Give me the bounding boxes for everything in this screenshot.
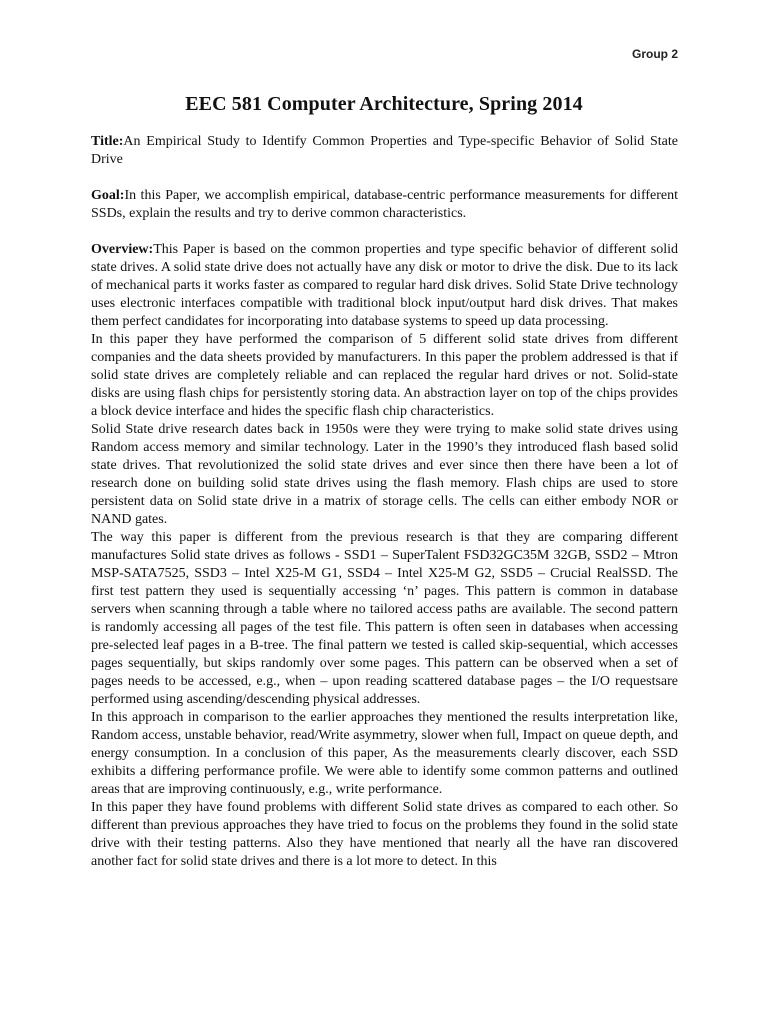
- overview-paragraph-1: [91, 241, 678, 331]
- goal-text: In this Paper, we accomplish empirical, database-centric performance measurements for different SSDs, explain the results and try to derive common characteristics.: [91, 188, 678, 221]
- group-label: Group 2: [631, 47, 678, 61]
- overview-paragraph-6: In this paper they have found problems with different Solid state drives as compared to each other. So different than previous approaches they have tried to focus on the problems they found in the solid state drive with their testing patterns. Also they have mentioned that nearly all the have ran discovered another fact for solid state drives and there is a lot more to detect. In this: [91, 800, 678, 869]
- goal-label: Goal:: [91, 188, 125, 203]
- title-text: An Empirical Study to Identify Common Properties and Type-specific Behavior of Solid State Drive: [91, 134, 678, 167]
- title-paragraph: [91, 133, 678, 169]
- title-label: Title:: [91, 134, 124, 149]
- overview-label: Overview:: [91, 242, 154, 257]
- course-title: EEC 581 Computer Architecture, Spring 2014: [185, 93, 583, 115]
- document-body: [91, 133, 678, 871]
- overview-paragraph-2: In this paper they have performed the comparison of 5 different solid state drives from different companies and the data sheets provided by manufacturers. In this paper the problem addressed is that if solid state drives are completely reliable and can replaced the regular hard drives or not. Solid-state disks are using flash chips for persistently storing data. An abstraction layer on top of the chips provides a block device interface and hides the specific flash chip characteristics.: [91, 332, 678, 419]
- overview-text-1: This Paper is based on the common properties and type specific behavior of different solid state drives. A solid state drive does not actually have any disk or motor to drive the disk. Due to its lack of mechanical parts it works faster as compared to regular hard disk drives. Solid State Drive technology uses electronic interfaces compatible with traditional block input/output hard disk drives. That makes them perfect candidates for incorporating into database systems to speed up data processing.: [91, 242, 678, 329]
- overview-paragraph-3: Solid State drive research dates back in 1950s were they were trying to make solid state drives using Random access memory and similar technology. Later in the 1990’s they introduced flash based solid state drives. That revolutionized the solid state drives and ever since then there have been a lot of research done on building solid state drives using the flash memory. Flash chips are used to store persistent data on Solid state drive in a matrix of storage cells. The cells can either embody NOR or NAND gates.: [91, 422, 678, 527]
- goal-paragraph: [91, 187, 678, 223]
- overview-paragraph-5: In this approach in comparison to the earlier approaches they mentioned the results interpretation like, Random access, unstable behavior, read/Write asymmetry, slower when full, Impact on queue depth, and energy consumption. In a conclusion of this paper, As the measurements clearly discover, each SSD exhibits a differing performance profile. We were able to identify some common patterns and outlined areas that are improving continuously, e.g., write performance.: [91, 710, 678, 797]
- overview-paragraph-4: The way this paper is different from the previous research is that they are comparing different manufactures Solid state drives as follows - SSD1 – SuperTalent FSD32GC35M 32GB, SSD2 – Mtron MSP-SATA7525, SSD3 – Intel X25-M G1, SSD4 – Intel X25-M G2, SSD5 – Crucial RealSSD. The first test pattern they used is sequentially accessing ‘n’ pages. This pattern is common in database servers when scanning through a table where no tailored access paths are available. The second pattern is randomly accessing all pages of the test file. This pattern is often seen in databases when accessing pre-selected leaf pages in a B-tree. The final pattern we tested is called skip-sequential, which accesses pages sequentially, but skips randomly over some pages. This pattern can be observed when a set of pages needs to be accessed, e.g., when – upon reading scattered database pages – the I/O requestsare performed using ascending/descending physical addresses.: [91, 530, 678, 707]
